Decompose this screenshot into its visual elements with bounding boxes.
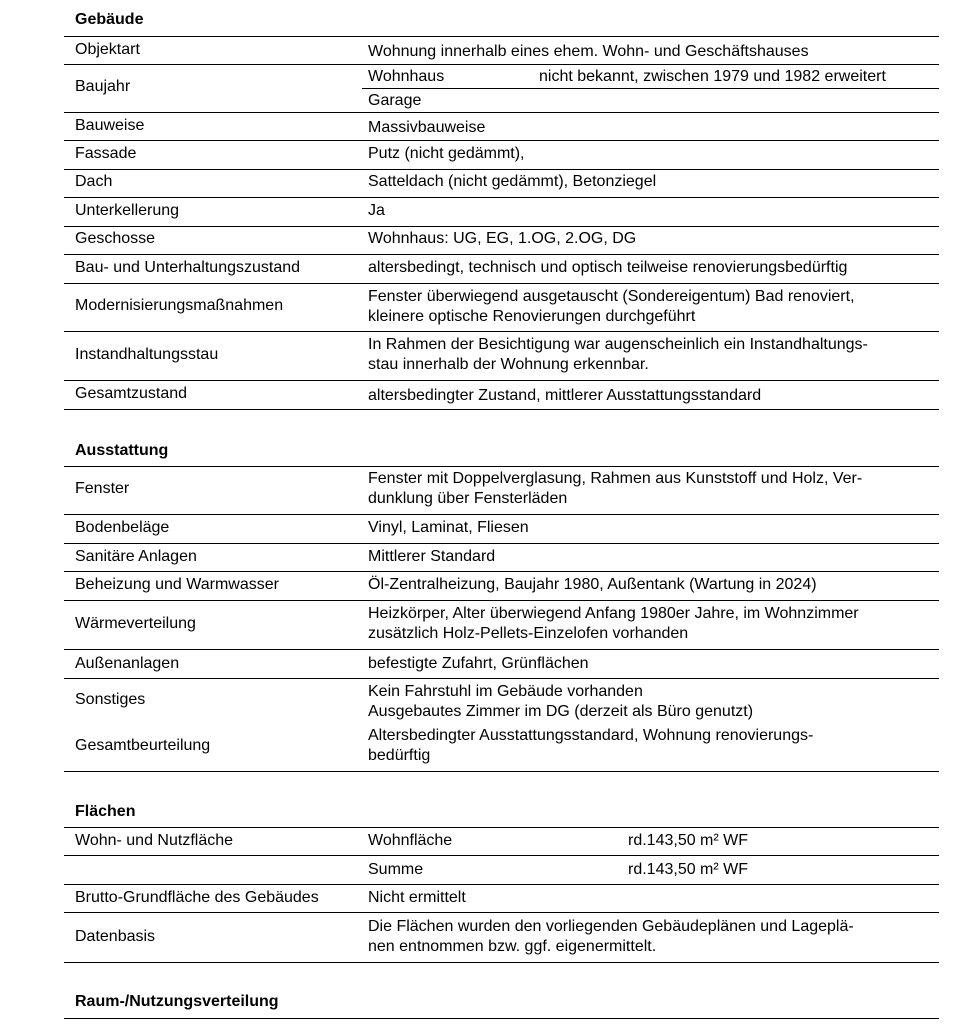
divider bbox=[64, 197, 939, 198]
label-bodenbelaege: Bodenbeläge bbox=[75, 519, 170, 536]
label-datenbasis: Datenbasis bbox=[75, 928, 156, 945]
value-instandhaltungsstau-line1: In Rahmen der Besichtigung war augenscheinlich ein Instandhaltungs- bbox=[368, 336, 868, 353]
value-objektart: Wohnung innerhalb eines ehem. Wohn- und Geschäftshauses bbox=[368, 43, 809, 60]
label-summe: Summe bbox=[368, 861, 424, 878]
value-datenbasis-line1: Die Flächen wurden den vorliegenden Gebäudeplänen und Lageplä- bbox=[368, 918, 854, 935]
divider bbox=[64, 64, 939, 65]
label-waermeverteilung: Wärmeverteilung bbox=[75, 615, 196, 632]
value-gesamtbeurteilung-line1: Altersbedingter Ausstattungsstandard, Wohnung renovierungs- bbox=[368, 727, 814, 744]
label-baujahr-garage: Garage bbox=[368, 92, 422, 109]
value-modernisierung-line2: kleinere optische Renovierungen durchgeführt bbox=[368, 308, 696, 325]
label-dach: Dach bbox=[75, 173, 113, 190]
label-sanitaer: Sanitäre Anlagen bbox=[75, 548, 197, 565]
value-fenster-line1: Fenster mit Doppelverglasung, Rahmen aus Kunststoff und Holz, Ver- bbox=[368, 470, 863, 487]
value-heizung: Öl-Zentralheizung, Baujahr 1980, Außentank (Wartung in 2024) bbox=[368, 576, 817, 593]
divider bbox=[64, 912, 939, 913]
label-modernisierung: Modernisierungsmaßnahmen bbox=[75, 297, 284, 314]
divider bbox=[64, 36, 939, 37]
label-baujahr-wohnhaus: Wohnhaus bbox=[368, 68, 445, 85]
value-zustand: altersbedingt, technisch und optisch teilweise renovierungsbedürftig bbox=[368, 259, 848, 276]
value-sonstiges-line1: Kein Fahrstuhl im Gebäude vorhanden bbox=[368, 683, 643, 700]
label-gesamtzustand: Gesamtzustand bbox=[75, 385, 188, 402]
label-objektart: Objektart bbox=[75, 41, 140, 58]
divider bbox=[64, 169, 939, 170]
label-fenster: Fenster bbox=[75, 480, 130, 497]
divider bbox=[64, 649, 939, 650]
divider bbox=[64, 409, 939, 410]
label-aussenanlagen: Außenanlagen bbox=[75, 655, 180, 672]
divider bbox=[64, 962, 939, 963]
label-wohn-nutzflaeche: Wohn- und Nutzfläche bbox=[75, 832, 234, 849]
divider bbox=[64, 380, 939, 381]
value-wohnflaeche: rd.143,50 m² WF bbox=[628, 832, 749, 849]
value-unterkellerung: Ja bbox=[368, 202, 385, 219]
value-bodenbelaege: Vinyl, Laminat, Fliesen bbox=[368, 519, 529, 536]
label-unterkellerung: Unterkellerung bbox=[75, 202, 180, 219]
label-baujahr: Baujahr bbox=[75, 78, 131, 95]
value-modernisierung-line1: Fenster überwiegend ausgetauscht (Sondereigentum) Bad renoviert, bbox=[368, 288, 855, 305]
value-geschosse: Wohnhaus: UG, EG, 1.OG, 2.OG, DG bbox=[368, 230, 637, 247]
divider bbox=[362, 88, 939, 89]
section-heading-raum: Raum-/Nutzungsverteilung bbox=[75, 993, 279, 1010]
divider bbox=[64, 226, 939, 227]
label-bgf: Brutto-Grundfläche des Gebäudes bbox=[75, 889, 319, 906]
section-heading-gebaeude: Gebäude bbox=[75, 11, 144, 28]
divider bbox=[64, 543, 939, 544]
value-sanitaer: Mittlerer Standard bbox=[368, 548, 496, 565]
label-zustand: Bau- und Unterhaltungszustand bbox=[75, 259, 301, 276]
divider bbox=[64, 884, 939, 885]
divider bbox=[64, 678, 939, 679]
divider bbox=[64, 466, 939, 467]
value-gesamtzustand: altersbedingter Zustand, mittlerer Ausstattungsstandard bbox=[368, 387, 762, 404]
value-fenster-line2: dunklung über Fensterläden bbox=[368, 490, 568, 507]
value-aussenanlagen: befestigte Zufahrt, Grünflächen bbox=[368, 655, 589, 672]
divider bbox=[64, 283, 939, 284]
value-sonstiges-line2: Ausgebautes Zimmer im DG (derzeit als Büro genutzt) bbox=[368, 703, 754, 720]
divider bbox=[64, 112, 939, 113]
divider bbox=[64, 331, 939, 332]
value-baujahr-wohnhaus: nicht bekannt, zwischen 1979 und 1982 erweitert bbox=[539, 68, 886, 85]
label-heizung: Beheizung und Warmwasser bbox=[75, 576, 279, 593]
section-heading-ausstattung: Ausstattung bbox=[75, 442, 169, 459]
divider bbox=[64, 855, 939, 856]
value-bauweise: Massivbauweise bbox=[368, 119, 486, 136]
value-summe: rd.143,50 m² WF bbox=[628, 861, 749, 878]
divider bbox=[64, 571, 939, 572]
value-gesamtbeurteilung-line2: bedürftig bbox=[368, 747, 431, 764]
value-dach: Satteldach (nicht gedämmt), Betonziegel bbox=[368, 173, 657, 190]
label-geschosse: Geschosse bbox=[75, 230, 156, 247]
divider bbox=[64, 254, 939, 255]
value-bgf: Nicht ermittelt bbox=[368, 889, 466, 906]
label-instandhaltungsstau: Instandhaltungsstau bbox=[75, 346, 219, 363]
divider bbox=[64, 514, 939, 515]
divider bbox=[64, 600, 939, 601]
value-waermeverteilung-line2: zusätzlich Holz-Pellets-Einzelofen vorhanden bbox=[368, 625, 689, 642]
value-fassade: Putz (nicht gedämmt), bbox=[368, 145, 525, 162]
label-wohnflaeche: Wohnfläche bbox=[368, 832, 453, 849]
divider bbox=[64, 771, 939, 772]
label-sonstiges: Sonstiges bbox=[75, 691, 146, 708]
value-waermeverteilung-line1: Heizkörper, Alter überwiegend Anfang 1980er Jahre, im Wohnzimmer bbox=[368, 605, 859, 622]
divider bbox=[64, 140, 939, 141]
section-heading-flaechen: Flächen bbox=[75, 803, 136, 820]
label-fassade: Fassade bbox=[75, 145, 137, 162]
value-instandhaltungsstau-line2: stau innerhalb der Wohnung erkennbar. bbox=[368, 356, 649, 373]
divider bbox=[64, 1018, 939, 1019]
label-gesamtbeurteilung: Gesamtbeurteilung bbox=[75, 737, 211, 754]
divider bbox=[64, 827, 939, 828]
label-bauweise: Bauweise bbox=[75, 117, 145, 134]
value-datenbasis-line2: nen entnommen bzw. ggf. eigenermittelt. bbox=[368, 938, 657, 955]
